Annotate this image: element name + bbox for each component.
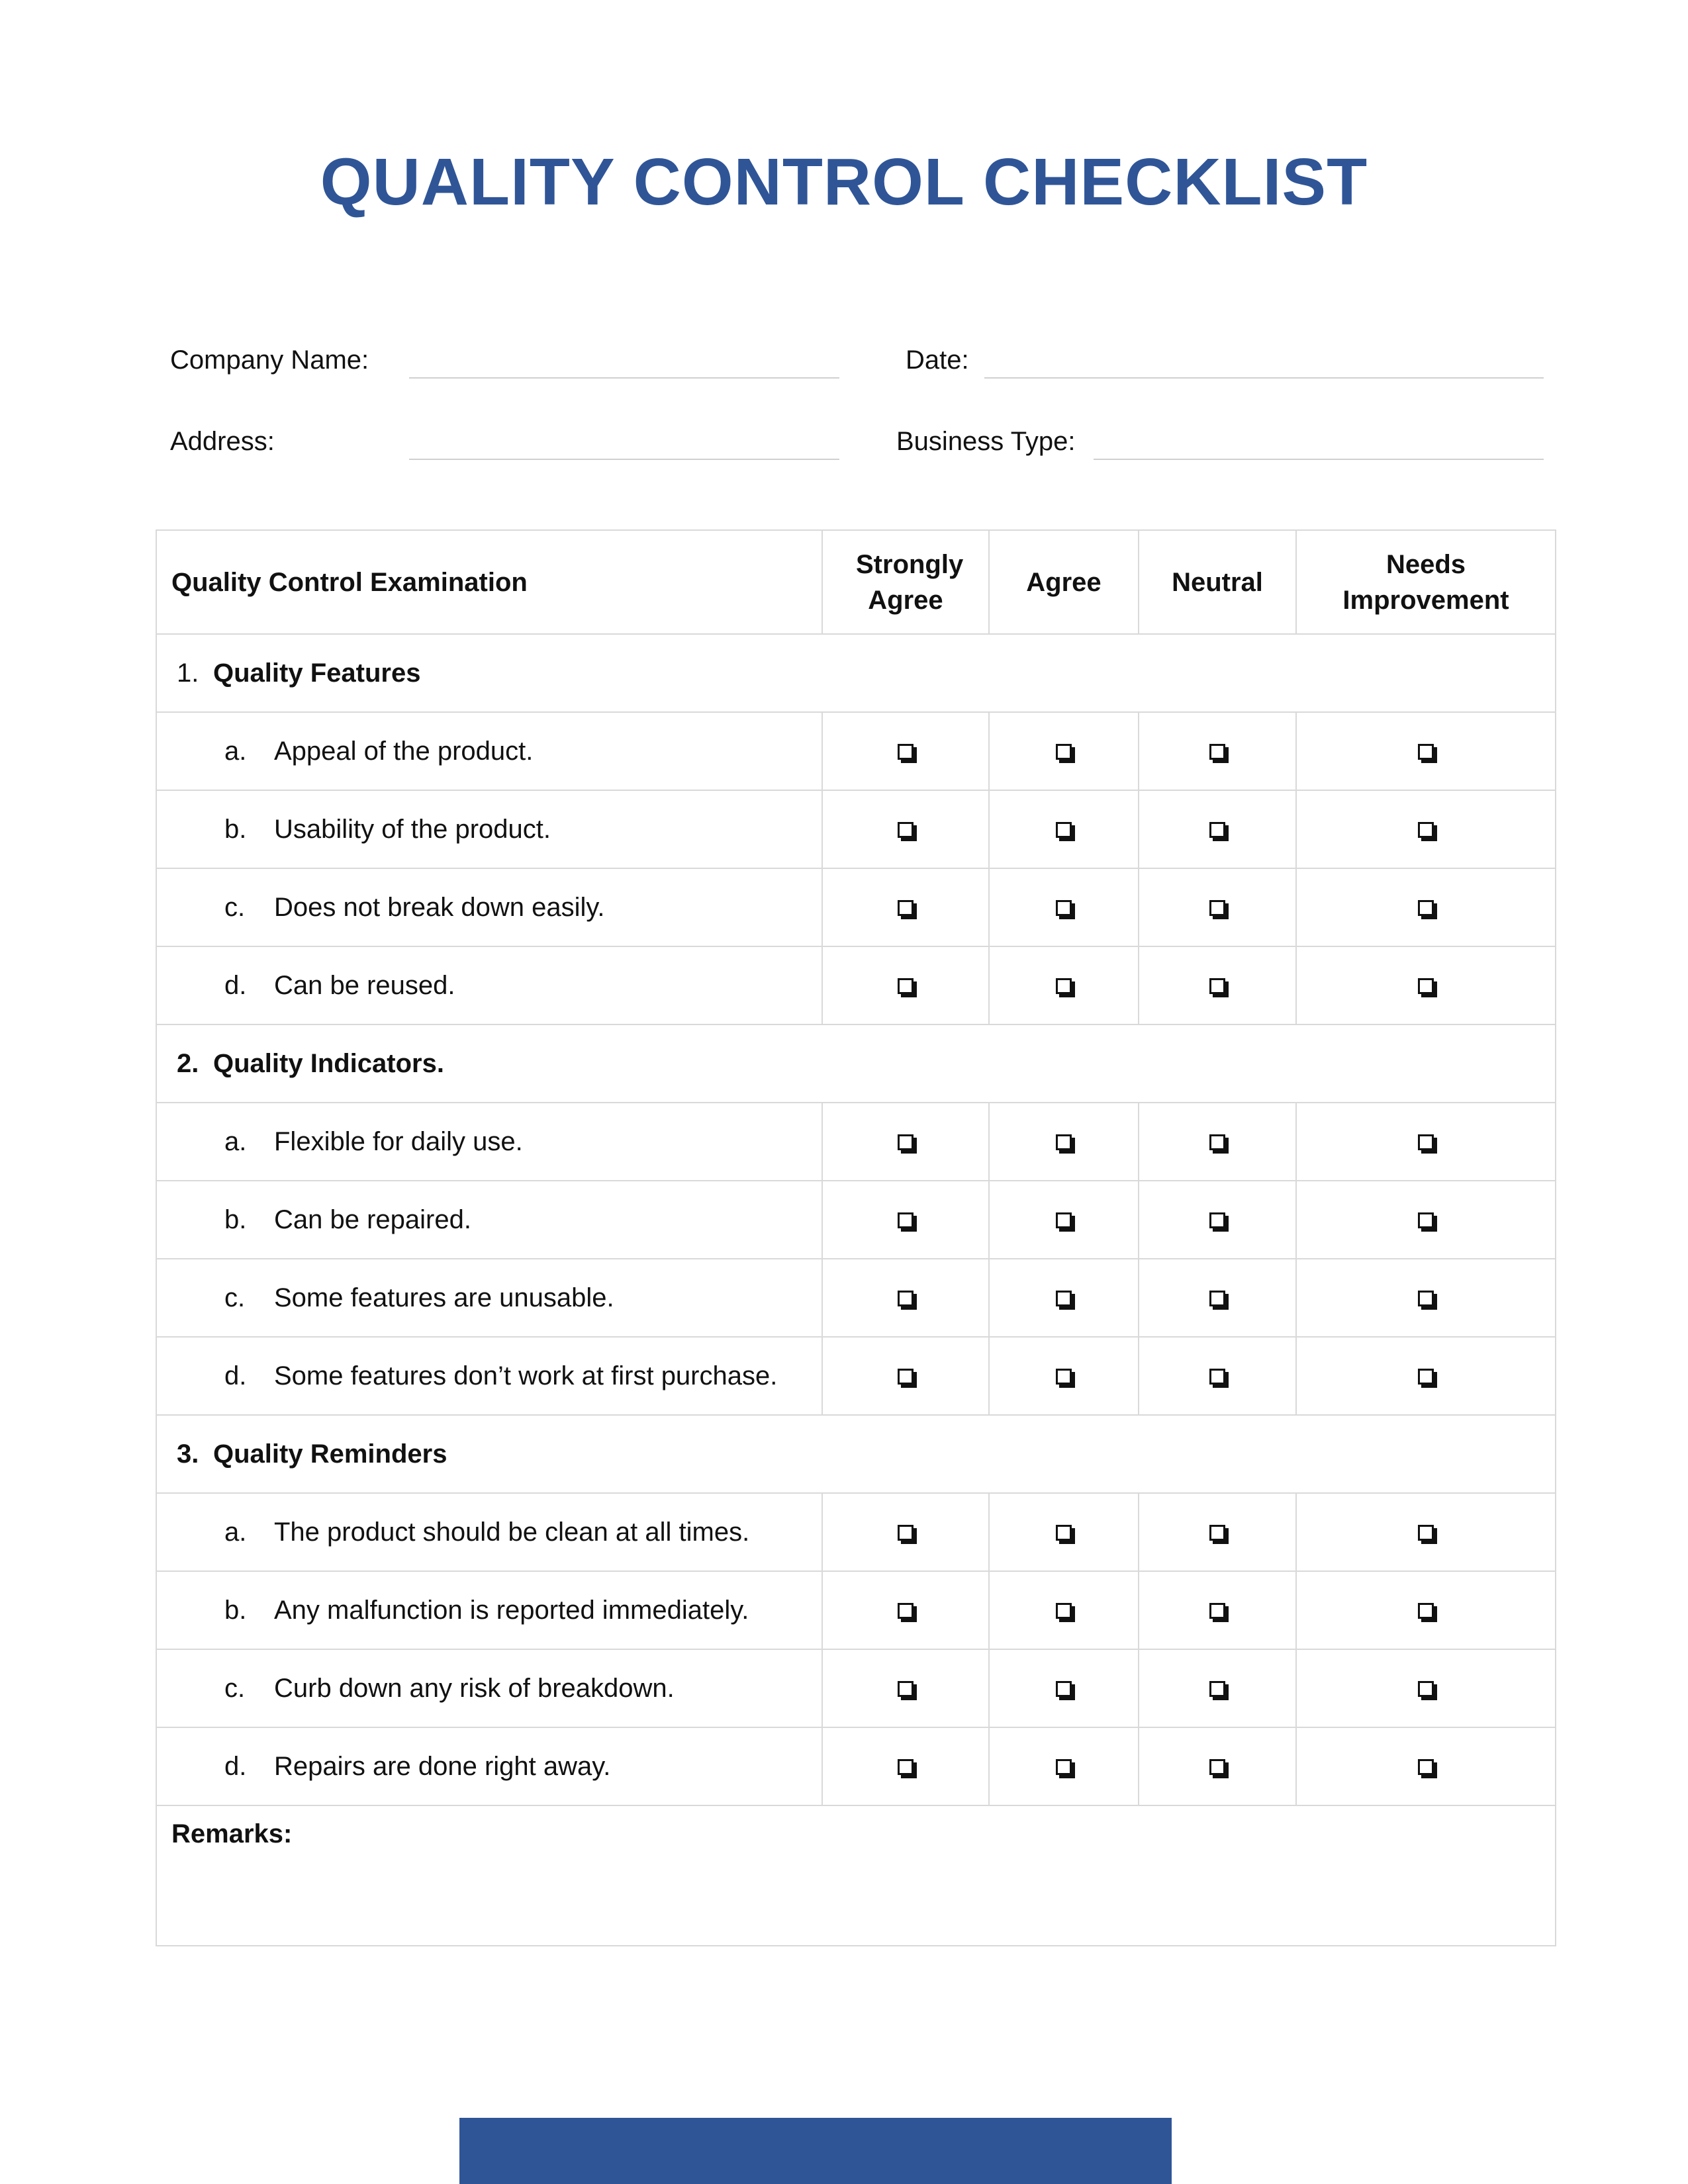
table-header-row <box>156 530 1556 634</box>
criterion-letter: b. <box>224 1205 247 1234</box>
criterion-text: Does not break down easily. <box>274 892 605 922</box>
section-title: Quality Indicators. <box>213 1048 444 1078</box>
strongly-agree-checkbox[interactable] <box>898 1212 914 1228</box>
strongly-agree-checkbox[interactable] <box>898 1525 914 1541</box>
column-header-strongly-agree-label: Strongly Agree <box>856 549 964 615</box>
rating-cell-strongly-agree <box>822 1103 989 1181</box>
criterion-text: Usability of the product. <box>274 814 551 844</box>
table-row <box>156 790 1556 868</box>
table-row <box>156 1493 1556 1571</box>
criterion-cell <box>156 1571 822 1649</box>
strongly-agree-checkbox[interactable] <box>898 1369 914 1385</box>
strongly-agree-checkbox[interactable] <box>898 978 914 994</box>
rating-cell-agree <box>989 946 1139 1024</box>
criterion-letter: a. <box>224 1126 247 1156</box>
table-row <box>156 946 1556 1024</box>
rating-cell-strongly-agree <box>822 1337 989 1415</box>
table-row <box>156 1571 1556 1649</box>
address-field[interactable] <box>409 459 839 460</box>
agree-checkbox[interactable] <box>1056 1212 1072 1228</box>
criterion-letter: a. <box>224 736 247 766</box>
rating-cell-strongly-agree <box>822 1181 989 1259</box>
needs-improvement-checkbox[interactable] <box>1418 1291 1434 1306</box>
rating-cell-strongly-agree <box>822 1649 989 1727</box>
criterion-letter: b. <box>224 1595 247 1625</box>
rating-cell-strongly-agree <box>822 1259 989 1337</box>
criterion-letter: d. <box>224 1361 247 1390</box>
rating-cell-strongly-agree <box>822 1493 989 1571</box>
table-row <box>156 1649 1556 1727</box>
needs-improvement-checkbox[interactable] <box>1418 1681 1434 1697</box>
criterion-cell <box>156 1493 822 1571</box>
criterion-cell <box>156 868 822 946</box>
rating-cell-agree <box>989 1493 1139 1571</box>
rating-cell-strongly-agree <box>822 946 989 1024</box>
criterion-text: Curb down any risk of breakdown. <box>274 1673 675 1703</box>
criterion-text: Can be reused. <box>274 970 455 1000</box>
rating-cell-neutral <box>1139 712 1296 790</box>
rating-cell-neutral <box>1139 1493 1296 1571</box>
criterion-cell <box>156 1259 822 1337</box>
rating-cell-neutral <box>1139 868 1296 946</box>
rating-cell-agree <box>989 712 1139 790</box>
criterion-letter: d. <box>224 970 247 1000</box>
rating-cell-needs-improvement <box>1296 790 1556 868</box>
business-type-field[interactable] <box>1094 459 1544 460</box>
section-heading <box>156 634 1556 712</box>
section-title: Quality Reminders <box>213 1439 447 1469</box>
agree-checkbox[interactable] <box>1056 1134 1072 1150</box>
criterion-text: Repairs are done right away. <box>274 1751 611 1781</box>
rating-cell-strongly-agree <box>822 1571 989 1649</box>
rating-cell-agree <box>989 1727 1139 1805</box>
criterion-text: Appeal of the product. <box>274 736 534 766</box>
rating-cell-needs-improvement <box>1296 868 1556 946</box>
agree-checkbox[interactable] <box>1056 1369 1072 1385</box>
criterion-cell <box>156 1181 822 1259</box>
section-heading <box>156 1024 1556 1103</box>
table-row <box>156 1337 1556 1415</box>
column-header-needs-improvement-label: Needs Improvement <box>1342 549 1509 615</box>
agree-checkbox[interactable] <box>1056 744 1072 760</box>
neutral-checkbox[interactable] <box>1209 900 1225 916</box>
date-label: Date: <box>906 345 969 375</box>
neutral-checkbox[interactable] <box>1209 1681 1225 1697</box>
rating-cell-agree <box>989 1337 1139 1415</box>
rating-cell-needs-improvement <box>1296 1337 1556 1415</box>
rating-cell-needs-improvement <box>1296 946 1556 1024</box>
neutral-checkbox[interactable] <box>1209 1212 1225 1228</box>
agree-checkbox[interactable] <box>1056 1603 1072 1619</box>
table-row <box>156 712 1556 790</box>
needs-improvement-checkbox[interactable] <box>1418 822 1434 838</box>
criterion-text: Some features are unusable. <box>274 1283 614 1312</box>
rating-cell-neutral <box>1139 1103 1296 1181</box>
section-number: 1. <box>177 658 199 688</box>
rating-cell-agree <box>989 1571 1139 1649</box>
criterion-text: Can be repaired. <box>274 1205 471 1234</box>
page-title: QUALITY CONTROL CHECKLIST <box>320 145 1368 219</box>
section-number: 2. <box>177 1048 199 1078</box>
rating-cell-needs-improvement <box>1296 1493 1556 1571</box>
rating-cell-needs-improvement <box>1296 1259 1556 1337</box>
rating-cell-neutral <box>1139 790 1296 868</box>
criterion-cell <box>156 1649 822 1727</box>
strongly-agree-checkbox[interactable] <box>898 900 914 916</box>
rating-cell-strongly-agree <box>822 1727 989 1805</box>
criterion-letter: c. <box>224 1283 246 1312</box>
agree-checkbox[interactable] <box>1056 1759 1072 1775</box>
table-row <box>156 1181 1556 1259</box>
needs-improvement-checkbox[interactable] <box>1418 1759 1434 1775</box>
agree-checkbox[interactable] <box>1056 1291 1072 1306</box>
criterion-cell <box>156 1103 822 1181</box>
rating-cell-neutral <box>1139 1649 1296 1727</box>
rating-cell-agree <box>989 868 1139 946</box>
strongly-agree-checkbox[interactable] <box>898 1681 914 1697</box>
neutral-checkbox[interactable] <box>1209 1759 1225 1775</box>
criterion-letter: a. <box>224 1517 247 1547</box>
column-header-needs-improvement <box>1296 530 1556 634</box>
column-header-agree: Agree <box>989 530 1139 634</box>
rating-cell-needs-improvement <box>1296 1727 1556 1805</box>
remarks-label: Remarks: <box>171 1819 293 1848</box>
column-header-neutral: Neutral <box>1139 530 1296 634</box>
rating-cell-agree <box>989 1103 1139 1181</box>
checklist-table <box>156 529 1556 1946</box>
date-field[interactable] <box>984 377 1544 379</box>
section-row <box>156 634 1556 712</box>
agree-checkbox[interactable] <box>1056 1681 1072 1697</box>
remarks-field[interactable] <box>156 1805 1556 1946</box>
section-row <box>156 1024 1556 1103</box>
rating-cell-neutral <box>1139 1181 1296 1259</box>
neutral-checkbox[interactable] <box>1209 822 1225 838</box>
section-title: Quality Features <box>213 658 421 688</box>
needs-improvement-checkbox[interactable] <box>1418 1369 1434 1385</box>
rating-cell-agree <box>989 1181 1139 1259</box>
neutral-checkbox[interactable] <box>1209 978 1225 994</box>
criterion-cell <box>156 712 822 790</box>
criterion-text: Flexible for daily use. <box>274 1126 523 1156</box>
company-name-field[interactable] <box>409 377 839 379</box>
strongly-agree-checkbox[interactable] <box>898 1759 914 1775</box>
rating-cell-agree <box>989 1259 1139 1337</box>
rating-cell-neutral <box>1139 1337 1296 1415</box>
criterion-letter: d. <box>224 1751 247 1781</box>
rating-cell-needs-improvement <box>1296 712 1556 790</box>
rating-cell-needs-improvement <box>1296 1181 1556 1259</box>
needs-improvement-checkbox[interactable] <box>1418 900 1434 916</box>
criterion-letter: b. <box>224 814 247 844</box>
agree-checkbox[interactable] <box>1056 822 1072 838</box>
needs-improvement-checkbox[interactable] <box>1418 1525 1434 1541</box>
business-type-label: Business Type: <box>896 427 1076 456</box>
column-header-strongly-agree <box>822 530 989 634</box>
needs-improvement-checkbox[interactable] <box>1418 744 1434 760</box>
strongly-agree-checkbox[interactable] <box>898 1291 914 1306</box>
agree-checkbox[interactable] <box>1056 978 1072 994</box>
footer-bar <box>459 2118 1172 2184</box>
needs-improvement-checkbox[interactable] <box>1418 1134 1434 1150</box>
strongly-agree-checkbox[interactable] <box>898 822 914 838</box>
rating-cell-neutral <box>1139 1727 1296 1805</box>
table-row <box>156 1727 1556 1805</box>
table-row <box>156 1259 1556 1337</box>
criterion-letter: c. <box>224 1673 246 1703</box>
neutral-checkbox[interactable] <box>1209 744 1225 760</box>
rating-cell-strongly-agree <box>822 790 989 868</box>
rating-cell-neutral <box>1139 946 1296 1024</box>
neutral-checkbox[interactable] <box>1209 1134 1225 1150</box>
rating-cell-neutral <box>1139 1259 1296 1337</box>
needs-improvement-checkbox[interactable] <box>1418 978 1434 994</box>
criterion-letter: c. <box>224 892 246 922</box>
rating-cell-strongly-agree <box>822 712 989 790</box>
needs-improvement-checkbox[interactable] <box>1418 1603 1434 1619</box>
neutral-checkbox[interactable] <box>1209 1603 1225 1619</box>
neutral-checkbox[interactable] <box>1209 1291 1225 1306</box>
needs-improvement-checkbox[interactable] <box>1418 1212 1434 1228</box>
section-number: 3. <box>177 1439 199 1469</box>
neutral-checkbox[interactable] <box>1209 1525 1225 1541</box>
strongly-agree-checkbox[interactable] <box>898 744 914 760</box>
table-row <box>156 868 1556 946</box>
criterion-cell <box>156 1337 822 1415</box>
criterion-cell <box>156 790 822 868</box>
rating-cell-needs-improvement <box>1296 1571 1556 1649</box>
rating-cell-neutral <box>1139 1571 1296 1649</box>
neutral-checkbox[interactable] <box>1209 1369 1225 1385</box>
table-row <box>156 1103 1556 1181</box>
rating-cell-agree <box>989 790 1139 868</box>
section-row <box>156 1415 1556 1493</box>
criterion-text: The product should be clean at all times. <box>274 1517 750 1547</box>
rating-cell-strongly-agree <box>822 868 989 946</box>
criterion-text: Any malfunction is reported immediately. <box>274 1595 749 1625</box>
rating-cell-agree <box>989 1649 1139 1727</box>
strongly-agree-checkbox[interactable] <box>898 1603 914 1619</box>
criterion-cell <box>156 1727 822 1805</box>
criterion-cell <box>156 946 822 1024</box>
strongly-agree-checkbox[interactable] <box>898 1134 914 1150</box>
column-header-examination: Quality Control Examination <box>156 530 822 634</box>
rating-cell-needs-improvement <box>1296 1103 1556 1181</box>
agree-checkbox[interactable] <box>1056 900 1072 916</box>
section-heading <box>156 1415 1556 1493</box>
address-label: Address: <box>170 427 275 456</box>
criterion-text: Some features don’t work at first purchase. <box>274 1361 778 1390</box>
rating-cell-needs-improvement <box>1296 1649 1556 1727</box>
remarks-row <box>156 1805 1556 1946</box>
company-name-label: Company Name: <box>170 345 369 375</box>
agree-checkbox[interactable] <box>1056 1525 1072 1541</box>
